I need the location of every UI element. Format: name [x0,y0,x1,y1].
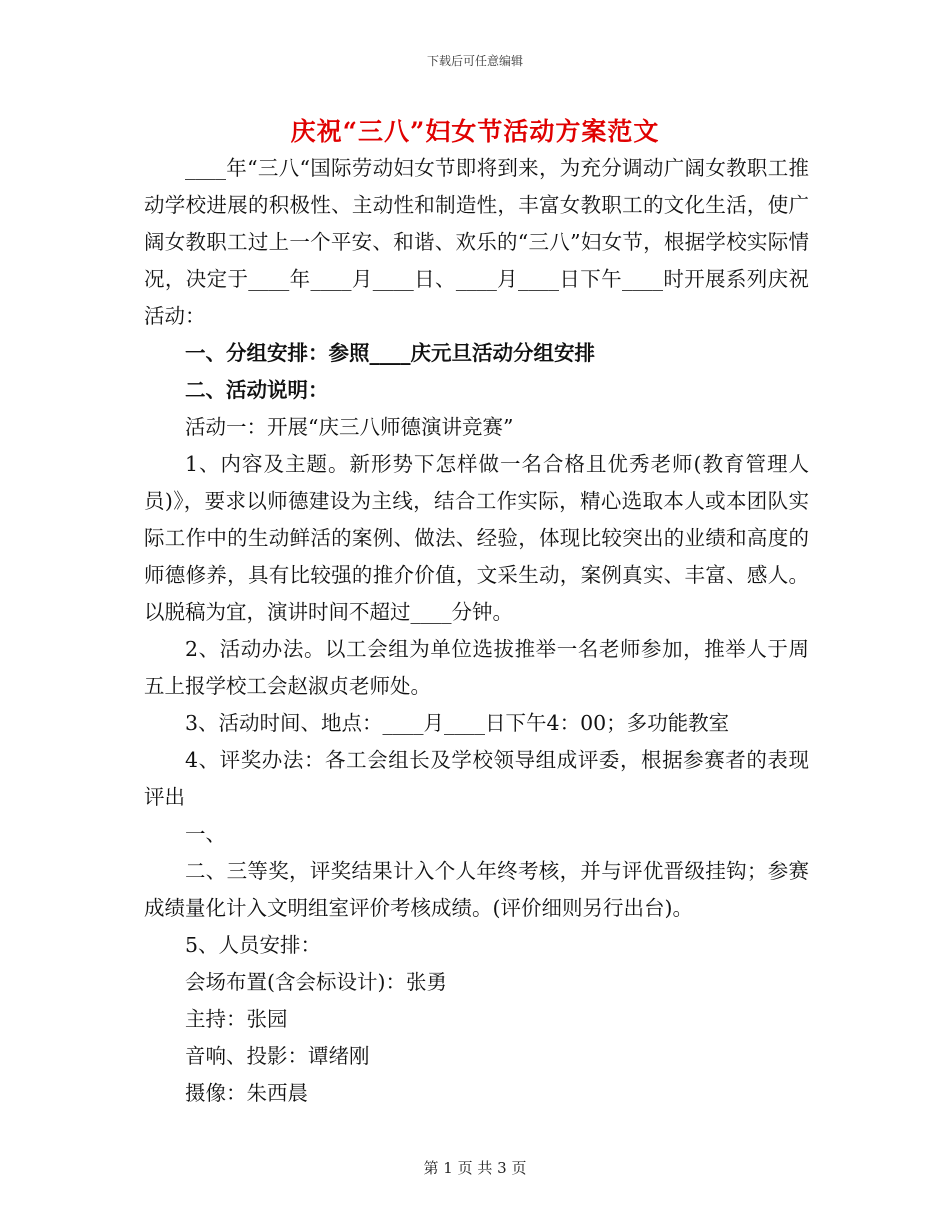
page-footer: 第 1 页 共 3 页 [423,1159,527,1177]
document-title: 庆祝“三八”妇女节活动方案范文 [290,117,660,146]
paragraph-award-method: 4、评奖办法：各工会组长及学校领导组成评委，根据参赛者的表现评出 [144,748,809,809]
page-header: 下载后可任意编辑 [426,54,523,68]
staff-camera: 摄像：朱西晨 [185,1081,308,1105]
paragraph-content-theme: 1、内容及主题。新形势下怎样做一名合格且优秀老师(教育管理人员)》，要求以师德建设为主线，结合工作实际，精心选取本人或本团队实际工作中的生动鲜活的案例、做法、经验，体现比较突出的业绩和高度的师德修养，具有比较强的推介价值，文采生动，案例真实、丰富、感人。以脱稿为宜，演讲时间不超过____分钟。 [144,452,809,624]
paragraph-award-first: 一、 [185,822,226,846]
document-body [144,150,809,1112]
paragraph-staffing: 5、人员安排： [185,933,322,957]
paragraph-award-second-third: 二、三等奖，评奖结果计入个人年终考核，并与评优晋级挂钩；参赛成绩量化计入文明组室评价考核成绩。(评价细则另行出台)。 [144,859,809,920]
staff-venue: 会场布置(含会标设计)：张勇 [185,970,447,994]
section-heading-grouping: 一、分组安排：参照____庆元旦活动分组安排 [185,341,595,365]
section-heading-activity: 二、活动说明： [185,378,329,402]
intro-paragraph: ____年“三八“国际劳动妇女节即将到来，为充分调动广阔女教职工推动学校进展的积极性、主动性和制造性，丰富女教职工的文化生活，使广阔女教职工过上一个平安、和谐、欢乐的“三八”妇女节，根据学校实际情况，决定于____年____月____日、____月____日下午____时开展系列庆祝活动： [144,156,809,328]
staff-audio: 音响、投影：谭绪刚 [185,1044,370,1068]
staff-host: 主持：张园 [185,1007,288,1031]
paragraph-time-location: 3、活动时间、地点：____月____日下午4：00；多功能教室 [185,711,730,735]
activity-one-title: 活动一：开展“庆三八师德演讲竞赛” [185,415,514,439]
paragraph-activity-method: 2、活动办法。以工会组为单位选拔推举一名老师参加，推举人于周五上报学校工会赵淑贞老师处。 [144,637,809,698]
